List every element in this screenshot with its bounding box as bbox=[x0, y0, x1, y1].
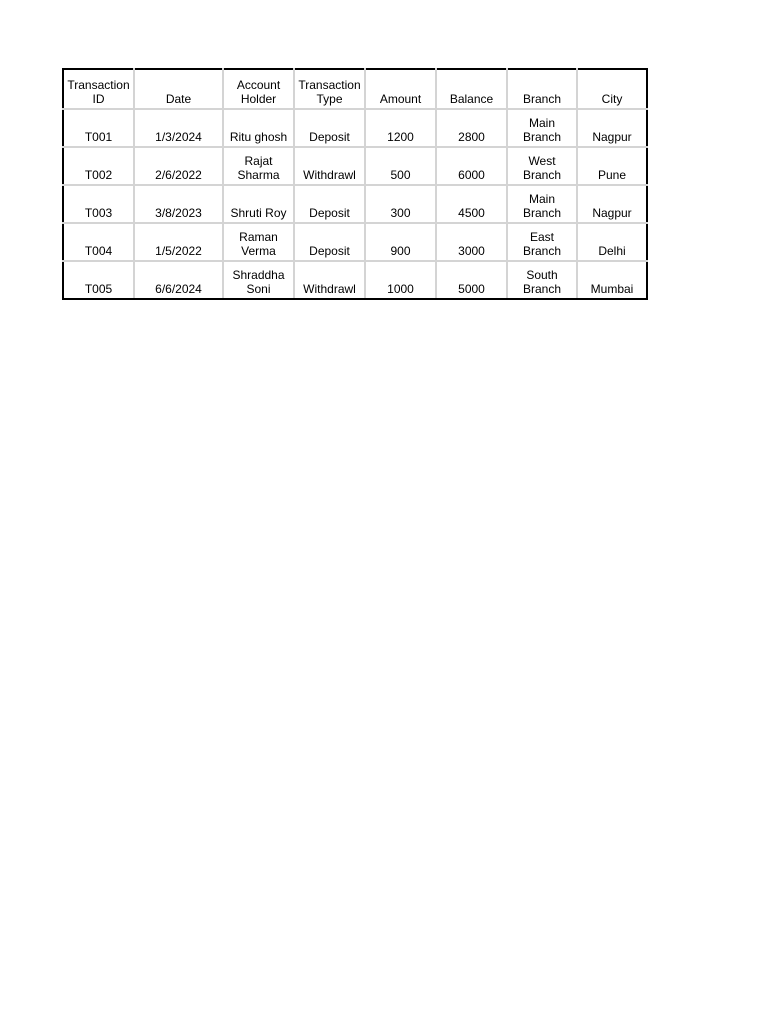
cell-transaction-type[interactable]: Withdrawl bbox=[294, 261, 365, 299]
cell-account-holder[interactable]: Ritu ghosh bbox=[223, 109, 294, 147]
cell-city[interactable]: Mumbai bbox=[577, 261, 647, 299]
cell-branch[interactable]: Main Branch bbox=[507, 185, 577, 223]
header-account-holder[interactable]: Account Holder bbox=[223, 69, 294, 109]
cell-balance[interactable]: 3000 bbox=[436, 223, 507, 261]
table-row bbox=[63, 109, 647, 147]
table-row bbox=[63, 261, 647, 299]
header-balance[interactable]: Balance bbox=[436, 69, 507, 109]
cell-balance[interactable]: 4500 bbox=[436, 185, 507, 223]
header-branch[interactable]: Branch bbox=[507, 69, 577, 109]
cell-transaction-type[interactable]: Deposit bbox=[294, 223, 365, 261]
cell-transaction-type[interactable]: Deposit bbox=[294, 109, 365, 147]
header-transaction-type[interactable]: Transaction Type bbox=[294, 69, 365, 109]
cell-account-holder[interactable]: Shruti Roy bbox=[223, 185, 294, 223]
cell-date[interactable]: 6/6/2024 bbox=[134, 261, 223, 299]
cell-balance[interactable]: 5000 bbox=[436, 261, 507, 299]
cell-amount[interactable]: 500 bbox=[365, 147, 436, 185]
cell-account-holder[interactable]: Raman Verma bbox=[223, 223, 294, 261]
cell-transaction-id[interactable]: T003 bbox=[63, 185, 134, 223]
header-transaction-id[interactable]: Transaction ID bbox=[63, 69, 134, 109]
header-date[interactable]: Date bbox=[134, 69, 223, 109]
cell-branch[interactable]: West Branch bbox=[507, 147, 577, 185]
cell-transaction-id[interactable]: T004 bbox=[63, 223, 134, 261]
cell-transaction-type[interactable]: Withdrawl bbox=[294, 147, 365, 185]
cell-date[interactable]: 1/3/2024 bbox=[134, 109, 223, 147]
cell-amount[interactable]: 1000 bbox=[365, 261, 436, 299]
table-row bbox=[63, 223, 647, 261]
cell-balance[interactable]: 6000 bbox=[436, 147, 507, 185]
cell-city[interactable]: Delhi bbox=[577, 223, 647, 261]
cell-amount[interactable]: 300 bbox=[365, 185, 436, 223]
cell-account-holder[interactable]: Rajat Sharma bbox=[223, 147, 294, 185]
cell-amount[interactable]: 900 bbox=[365, 223, 436, 261]
table-row bbox=[63, 147, 647, 185]
table-header-row bbox=[63, 69, 647, 109]
cell-city[interactable]: Nagpur bbox=[577, 185, 647, 223]
header-amount[interactable]: Amount bbox=[365, 69, 436, 109]
table-row bbox=[63, 185, 647, 223]
cell-transaction-id[interactable]: T001 bbox=[63, 109, 134, 147]
header-city[interactable]: City bbox=[577, 69, 647, 109]
cell-branch[interactable]: South Branch bbox=[507, 261, 577, 299]
cell-transaction-id[interactable]: T005 bbox=[63, 261, 134, 299]
cell-date[interactable]: 2/6/2022 bbox=[134, 147, 223, 185]
cell-branch[interactable]: Main Branch bbox=[507, 109, 577, 147]
cell-balance[interactable]: 2800 bbox=[436, 109, 507, 147]
cell-transaction-type[interactable]: Deposit bbox=[294, 185, 365, 223]
cell-amount[interactable]: 1200 bbox=[365, 109, 436, 147]
cell-date[interactable]: 3/8/2023 bbox=[134, 185, 223, 223]
cell-branch[interactable]: East Branch bbox=[507, 223, 577, 261]
transactions-table bbox=[62, 68, 648, 300]
cell-city[interactable]: Nagpur bbox=[577, 109, 647, 147]
cell-city[interactable]: Pune bbox=[577, 147, 647, 185]
cell-transaction-id[interactable]: T002 bbox=[63, 147, 134, 185]
cell-account-holder[interactable]: Shraddha Soni bbox=[223, 261, 294, 299]
cell-date[interactable]: 1/5/2022 bbox=[134, 223, 223, 261]
